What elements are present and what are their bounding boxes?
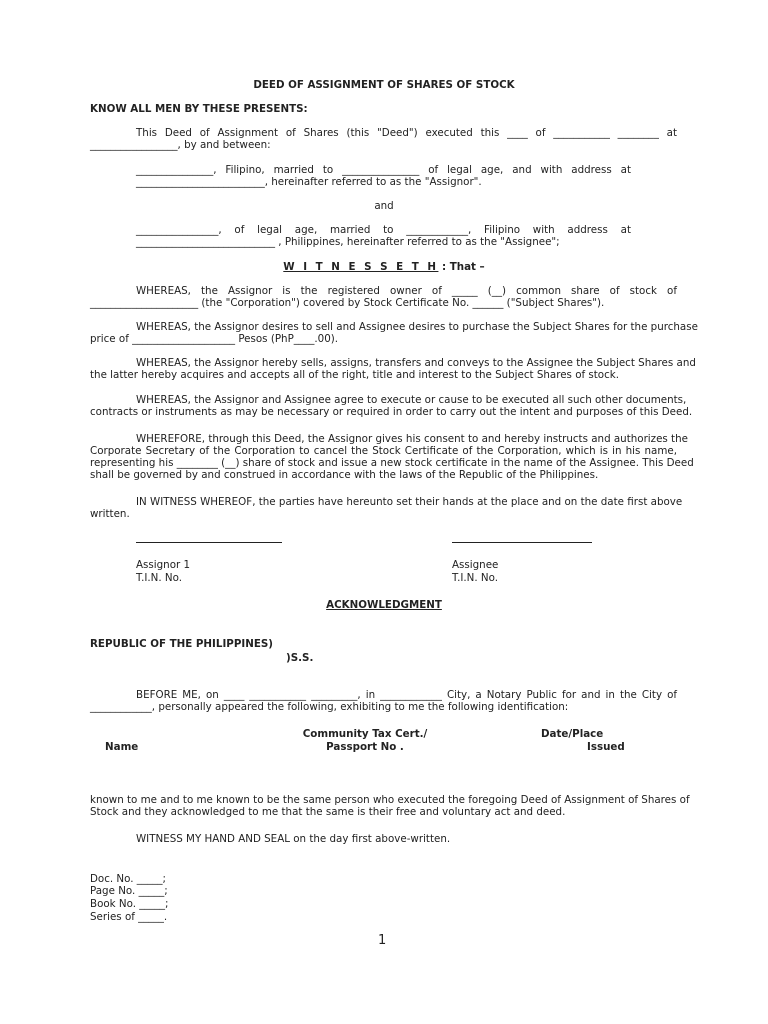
- whereas-4-line-2: contracts or instruments as may be necessary or required in order to carry out the intent and purposes of this Deed.: [90, 406, 693, 418]
- assignee-tin: T.I.N. No.: [452, 572, 498, 584]
- page-number: 1: [378, 933, 387, 948]
- wherefore-line-3: representing his ________ (__) share of stock and issue a new stock certificate in the name of the Assignee. This Deed: [90, 457, 694, 469]
- intro-line-1: This Deed of Assignment of Shares (this "Deed") executed this ____ of ___________ ________ at: [136, 127, 677, 139]
- assignor-line-2: _________________________, hereinafter referred to as the "Assignor".: [136, 176, 482, 188]
- and-word: and: [374, 200, 394, 212]
- witnesseth-word: W I T N E S S E T H: [283, 261, 439, 273]
- whereas-4-line-1: WHEREAS, the Assignor and Assignee agree to execute or cause to be executed all such other documents,: [136, 394, 687, 406]
- ctc-header-line-1: Community Tax Cert./: [302, 728, 428, 740]
- assignee-signature-name: Assignee: [452, 559, 499, 571]
- assignee-signature-line: [452, 542, 592, 543]
- known-to-me-line-1: known to me and to me known to be the same person who executed the foregoing Deed of Assignment of Shares of: [90, 794, 690, 806]
- whereas-3-line-2: the latter hereby acquires and accepts all of the right, title and interest to the Subject Shares of stock.: [90, 369, 619, 381]
- whereas-1-line-1: WHEREAS, the Assignor is the registered owner of _____ (__) common share of stock of: [136, 285, 677, 297]
- in-witness-line-2: written.: [90, 508, 130, 520]
- ss-line: )S.S.: [286, 652, 314, 664]
- know-all-heading: KNOW ALL MEN BY THESE PRESENTS:: [90, 103, 308, 115]
- assignor-tin: T.I.N. No.: [136, 572, 182, 584]
- wherefore-line-2: Corporate Secretary of the Corporation to cancel the Stock Certificate of the Corporation, which is in his name,: [90, 445, 677, 457]
- witnesseth-rest: : That –: [438, 261, 485, 273]
- assignor-signature-name: Assignor 1: [136, 559, 191, 571]
- wherefore-line-4: shall be governed by and construed in accordance with the laws of the Republic of the Philippines.: [90, 469, 599, 481]
- date-header-line-1: Date/Place: [541, 728, 604, 740]
- before-me-line-2: ____________, personally appeared the following, exhibiting to me the following identification:: [90, 701, 569, 713]
- assignee-line-1: ________________, of legal age, married to ____________, Filipino with address at: [136, 224, 631, 236]
- book-number: Book No. _____;: [90, 898, 169, 910]
- republic-line: REPUBLIC OF THE PHILIPPINES): [90, 638, 273, 650]
- page-number-field: Page No. _____;: [90, 885, 168, 897]
- date-header-line-2: Issued: [587, 741, 625, 753]
- name-header: Name: [105, 741, 139, 753]
- document-title: DEED OF ASSIGNMENT OF SHARES OF STOCK: [253, 79, 515, 91]
- assignee-line-2: ___________________________ , Philippines, hereinafter referred to as the "Assignee";: [136, 236, 560, 248]
- doc-number: Doc. No. _____;: [90, 873, 167, 885]
- series-field: Series of _____.: [90, 911, 168, 923]
- whereas-1-line-2: _____________________ (the "Corporation") covered by Stock Certificate No. ______ ("Subject Shares").: [90, 297, 605, 309]
- in-witness-line-1: IN WITNESS WHEREOF, the parties have hereunto set their hands at the place and on the date first above: [136, 496, 683, 508]
- witnesseth-heading: [0, 261, 768, 273]
- before-me-line-1: BEFORE ME, on ____ ___________ _________, in ____________ City, a Notary Public for and in the City of: [136, 689, 677, 701]
- ctc-header-line-2: Passport No .: [326, 741, 404, 753]
- intro-line-2: _________________, by and between:: [90, 139, 271, 151]
- whereas-2-line-1: WHEREAS, the Assignor desires to sell and Assignee desires to purchase the Subject Shares for the purchase: [136, 321, 698, 333]
- acknowledgment-heading: ACKNOWLEDGMENT: [326, 599, 442, 611]
- assignor-signature-line: [136, 542, 282, 543]
- wherefore-line-1: WHEREFORE, through this Deed, the Assignor gives his consent to and hereby instructs and authorizes the: [136, 433, 688, 445]
- assignor-line-1: _______________, Filipino, married to _______________ of legal age, and with address at: [136, 164, 631, 176]
- known-to-me-line-2: Stock and they acknowledged to me that the same is their free and voluntary act and deed.: [90, 806, 566, 818]
- witness-hand-seal: WITNESS MY HAND AND SEAL on the day first above-written.: [136, 833, 451, 845]
- whereas-3-line-1: WHEREAS, the Assignor hereby sells, assigns, transfers and conveys to the Assignee the Subject Shares and: [136, 357, 696, 369]
- whereas-2-line-2: price of ____________________ Pesos (PhP____.00).: [90, 333, 339, 345]
